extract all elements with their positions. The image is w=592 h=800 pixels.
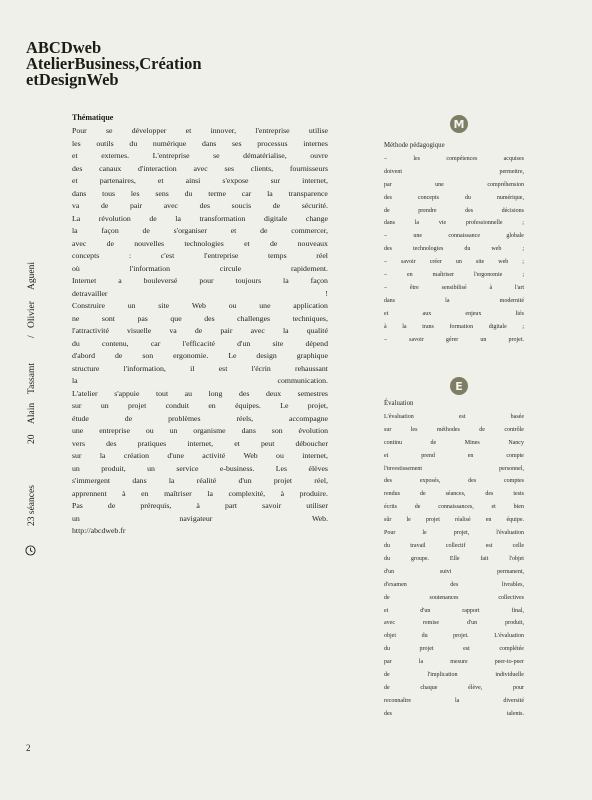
thematique-line: et externes. L'entreprise se dématérialise, ouvre (72, 151, 328, 161)
thematique-body (72, 125, 328, 537)
thematique-line: concepts : c'est l'entreprise temps réel (72, 251, 328, 261)
evaluation-line: avec remise d'un produit, (384, 620, 524, 627)
thematique-line: La révolution de la transformation digitale change (72, 213, 328, 223)
methode-body (384, 153, 524, 347)
evaluation-line: par la mesure peer-to-peer (384, 659, 524, 666)
methode-line: – savoir gérer un projet. (384, 336, 524, 343)
evaluation-line: de chaque élève, pour (384, 684, 524, 691)
thematique-line: où l'information circule rapidement. (72, 263, 328, 273)
evaluation-line: continu de Mines Nancy (384, 439, 524, 446)
evaluation-line: et prend en compte (384, 452, 524, 459)
thematique-line: un navigateur Web. (72, 513, 328, 523)
methode-line: – être sensibilisé à l'art (384, 284, 524, 291)
methode-line: à la trans formation digitale ; (384, 323, 524, 330)
title-line-3: etDesignWeb (26, 70, 119, 89)
sessions-count: 23 séances (27, 485, 37, 526)
methode-line: dans la vie professionnelle ; (384, 220, 524, 227)
evaluation-section (384, 398, 524, 721)
thematique-line: du contenu, car l'efficacité d'un site dépend (72, 338, 328, 348)
thematique-line: Pour se développer et innover, l'entreprise utilise (72, 126, 328, 136)
evaluation-line: objet du projet. L'évaluation (384, 633, 524, 640)
methode-section (384, 140, 524, 347)
document-title (26, 40, 202, 88)
evaluation-line: sûr le projet réalisé en équipe. (384, 517, 524, 524)
evaluation-line: des talents. (384, 710, 524, 717)
thematique-line: http://abcdweb.fr (72, 525, 126, 535)
author-separator: / (27, 335, 37, 338)
evaluation-line: reconnaître la diversité (384, 697, 524, 704)
evaluation-body (384, 411, 524, 721)
evaluation-line: et d'un rapport final, (384, 607, 524, 614)
methode-badge-icon: M (450, 115, 468, 133)
methode-heading-text: Méthode pédagogique (384, 142, 445, 149)
thematique-line: la façon de s'organiser et de commercer, (72, 226, 328, 236)
methode-line: de prendre des décisions (384, 207, 524, 214)
thematique-line: apprennent à en maîtriser la complexité, à produire. (72, 488, 328, 498)
clock-icon (25, 545, 36, 556)
thematique-line: étude de problèmes réels, accompagne (72, 413, 328, 423)
evaluation-line: rendus de séances, des tests (384, 491, 524, 498)
methode-line: et aux enjeux liés (384, 310, 524, 317)
thematique-line: Construire un site Web ou une application (72, 301, 328, 311)
thematique-line: la communication. (72, 376, 328, 386)
methode-heading (384, 140, 484, 153)
page-number: 2 (26, 743, 31, 753)
thematique-line: une entreprise ou un organisme dans son évolution (72, 426, 328, 436)
thematique-line: d'abord de son ergonomie. Le design graphique (72, 351, 328, 361)
evaluation-badge-icon: E (450, 377, 468, 395)
thematique-line: Pas de prérequis, à part savoir utiliser (72, 501, 328, 511)
evaluation-line: de soutenances collectives (384, 594, 524, 601)
thematique-line: dans tous les sens du terme car la transparence (72, 188, 328, 198)
methode-line: doivent permettre, (384, 168, 524, 175)
methode-line: dans la modernité (384, 297, 524, 304)
thematique-line: et partenaires, et ainsi s'expose sur internet, (72, 176, 328, 186)
methode-line: par une compréhension (384, 181, 524, 188)
evaluation-line: sur les méthodes de contrôle (384, 426, 524, 433)
title-line-1: ABCDweb (26, 38, 102, 57)
evaluation-line: d'examen des livrables, (384, 581, 524, 588)
evaluation-line: L'évaluation est basée (384, 413, 524, 420)
author-lastname: Agueni (27, 262, 37, 290)
methode-line: – savoir créer un site web ; (384, 259, 524, 266)
thematique-line: l'attractivité visuelle va de pair avec la qualité (72, 326, 328, 336)
author-firstname: Olivier (27, 301, 37, 328)
evaluation-line: de l'implication individuelle (384, 672, 524, 679)
thematique-line: sur un projet conduit en équipes. Le projet, (72, 401, 328, 411)
course-meta-sidebar (24, 258, 42, 568)
second-author-firstname: Alain (27, 402, 37, 424)
thematique-line: structure l'information, il est l'écrin rehaussant (72, 363, 328, 373)
evaluation-line: du groupe. Elle fait l'objet (384, 555, 524, 562)
thematique-heading: Thématique (72, 113, 114, 122)
thematique-line: detravailler ! (72, 288, 328, 298)
thematique-line: avec de nouvelles technologies et de nouveaux (72, 238, 328, 248)
hours-count: 20 (27, 434, 37, 444)
evaluation-heading: Évaluation (384, 400, 414, 407)
thematique-line: ne sont pas que des challenges techniques, (72, 313, 328, 323)
evaluation-line: l'investissement personnel, (384, 465, 524, 472)
evaluation-line: du travail collectif est celle (384, 542, 524, 549)
thematique-line: s'immergent dans la réalité d'un projet réel, (72, 476, 328, 486)
second-author-lastname: Tassamt (27, 363, 37, 394)
evaluation-line: écrits de connaissances, et bien (384, 504, 524, 511)
thematique-line: un produit, un service e-business. Les élèves (72, 463, 328, 473)
methode-line: des concepts du numérique, (384, 194, 524, 201)
methode-line: des technologies du web ; (384, 246, 524, 253)
title-line-2: AtelierBusiness,Création (26, 54, 202, 73)
evaluation-line: Pour le projet, l'évaluation (384, 530, 524, 537)
evaluation-line: des exposés, des comptes (384, 478, 524, 485)
thematique-section (72, 112, 328, 537)
methode-line: – en maîtriser l'ergonomie ; (384, 272, 524, 279)
methode-line: – les compétences acquises (384, 155, 524, 162)
methode-line: – une connaissance globale (384, 233, 524, 240)
thematique-line: sur la création d'une activité Web ou internet, (72, 451, 328, 461)
thematique-line: va de pair avec des soucis de sécurité. (72, 201, 328, 211)
evaluation-line: d'un suivi permanent, (384, 568, 524, 575)
thematique-line: L'atelier s'appuie tout au long des deux semestres (72, 388, 328, 398)
thematique-line: Internet a bouleversé pour toujours la façon (72, 276, 328, 286)
thematique-line: des canaux d'interaction avec ses clients, fournisseurs (72, 163, 328, 173)
thematique-line: vers des pratiques internet, et peut déboucher (72, 438, 328, 448)
thematique-line: les outils du numérique dans ses processus internes (72, 138, 328, 148)
evaluation-line: du projet est complétée (384, 646, 524, 653)
